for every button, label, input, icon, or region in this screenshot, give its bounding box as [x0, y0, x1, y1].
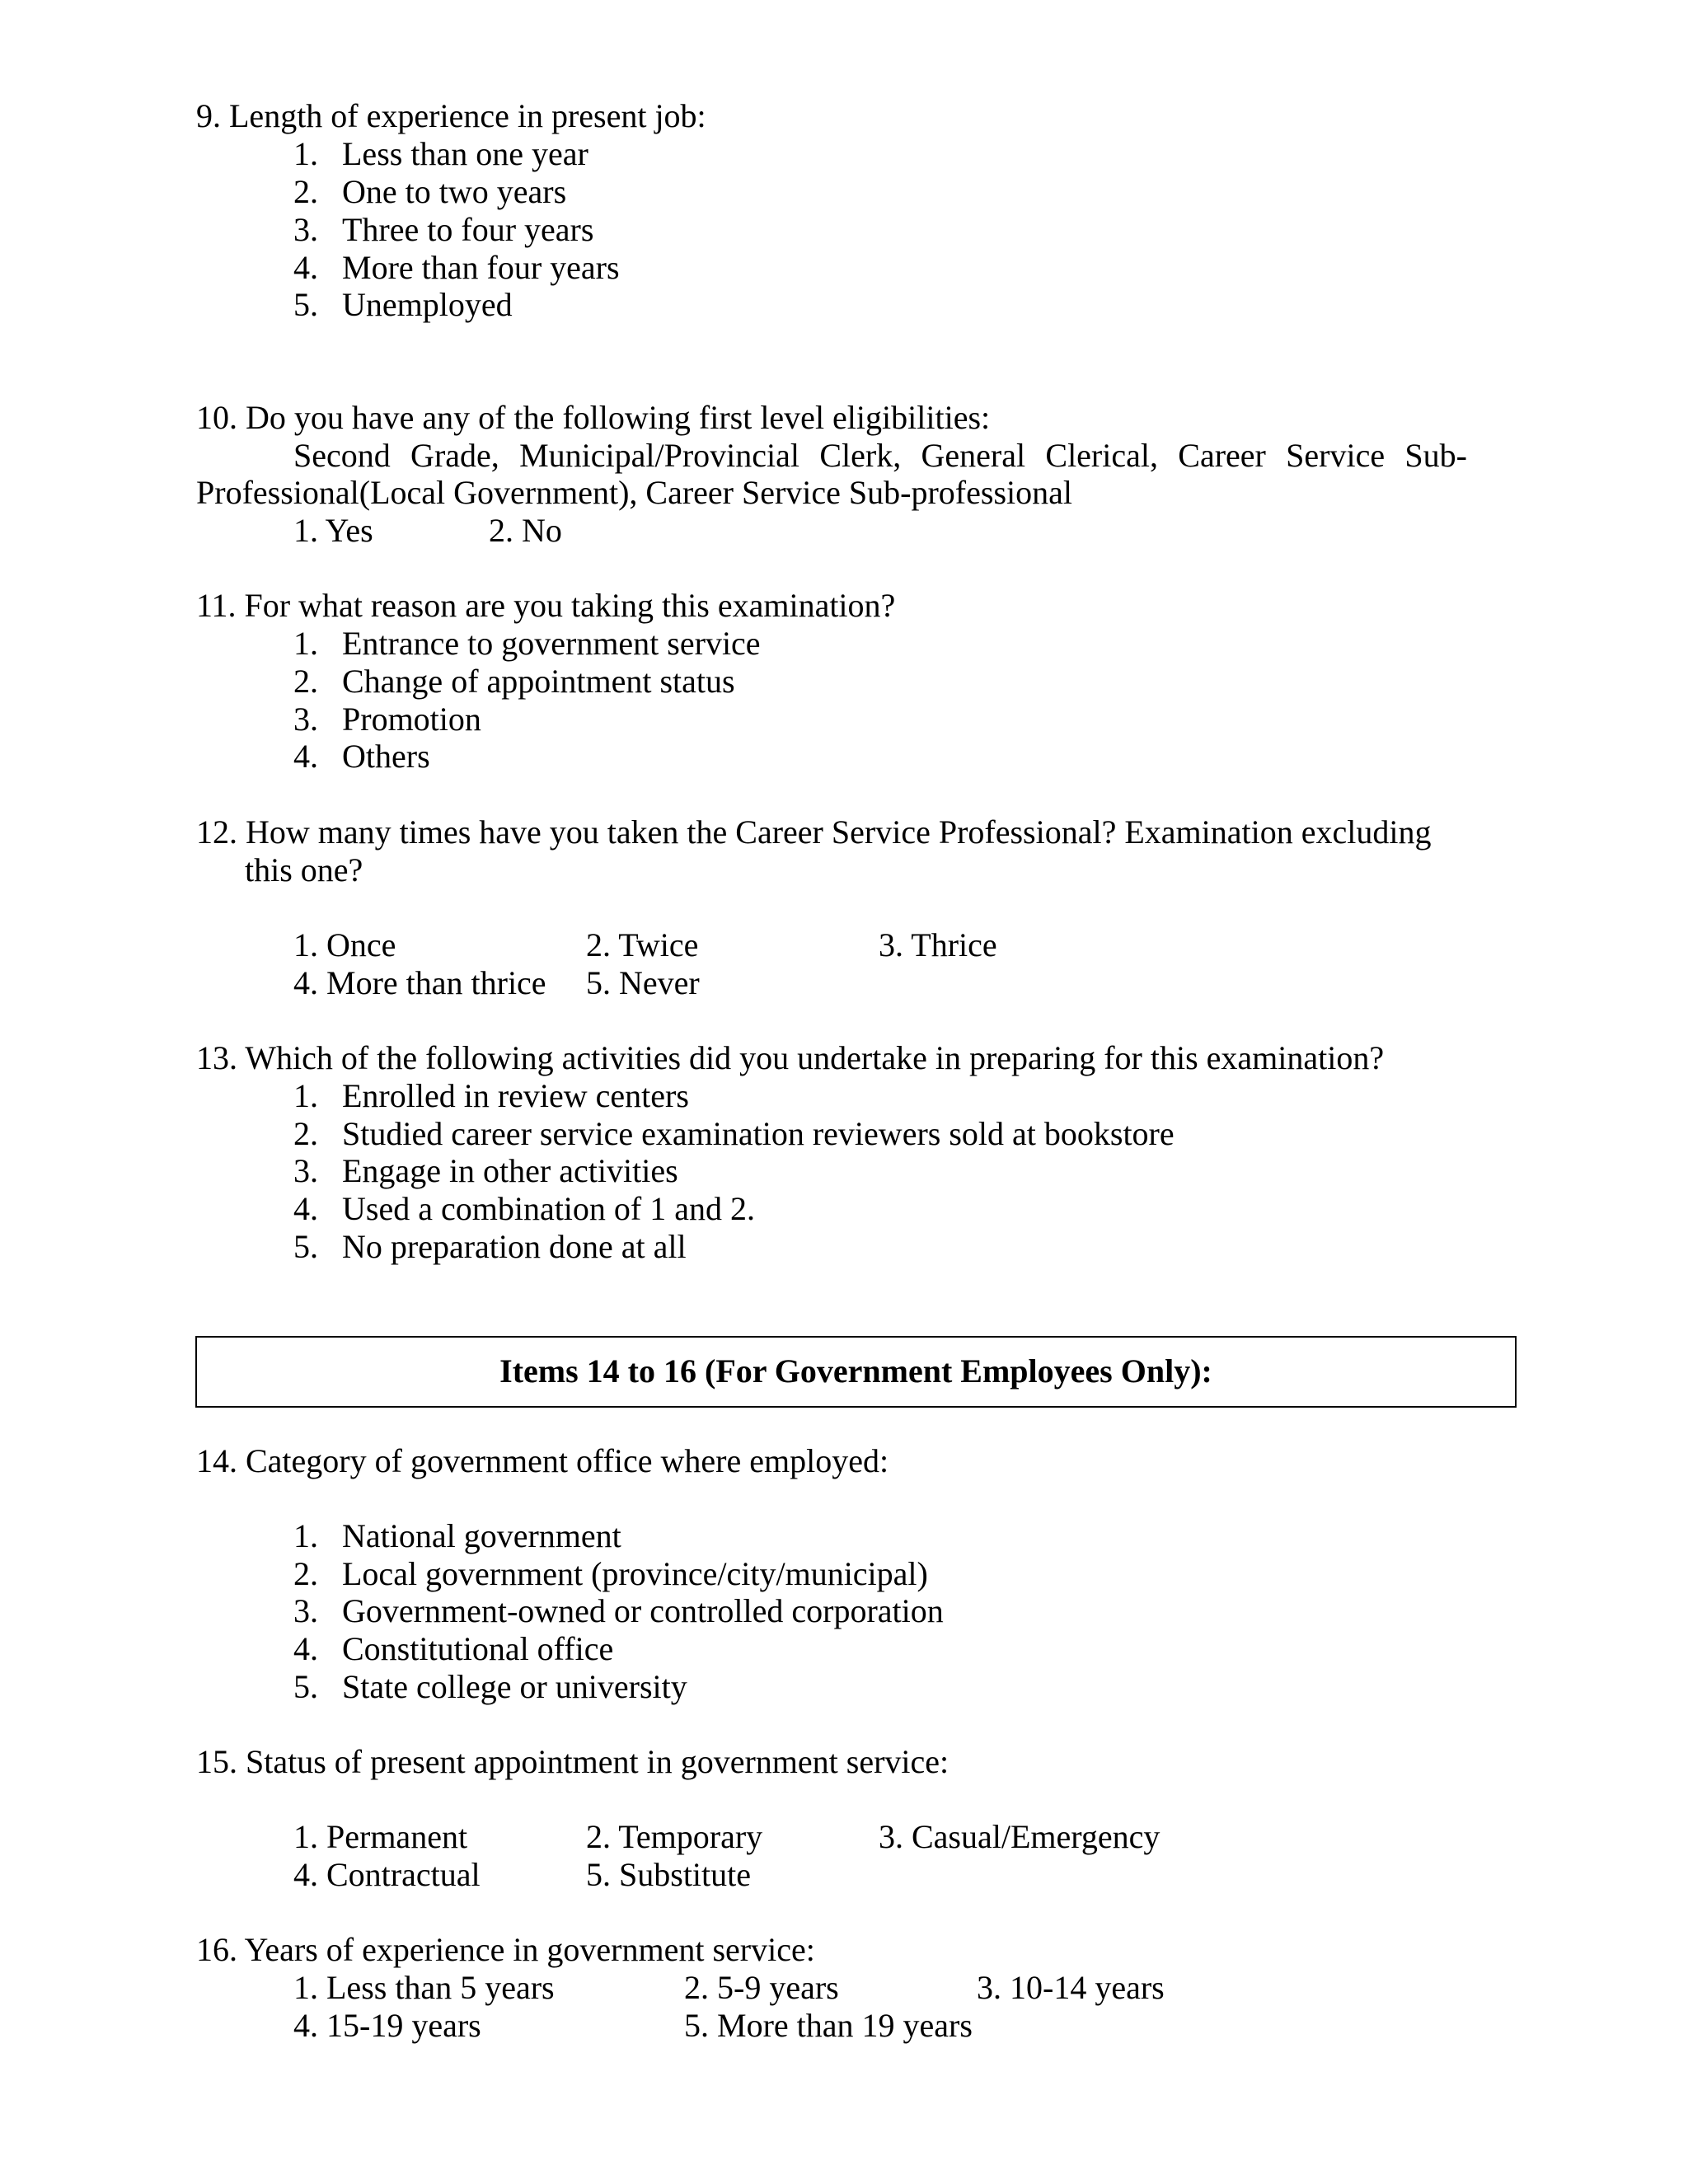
q12-option-once: 1. Once: [293, 926, 396, 963]
q16-question: 16. Years of experience in government service:: [196, 1931, 815, 1968]
q11-option-2-number: 2.: [293, 663, 318, 700]
q16-option-5-9: 2. 5-9 years: [684, 1969, 839, 2006]
q16-option-less-than-5: 1. Less than 5 years: [293, 1969, 555, 2006]
q14-option-5-number: 5.: [293, 1668, 318, 1705]
q14-option-4: Constitutional office: [342, 1630, 614, 1667]
q11-option-3: Promotion: [342, 701, 481, 738]
q13-option-1-number: 1.: [293, 1077, 318, 1114]
q11-option-1-number: 1.: [293, 625, 318, 662]
q9-option-5-number: 5.: [293, 286, 318, 323]
q14-option-5: State college or university: [342, 1668, 687, 1705]
section-header-box: [195, 1336, 1517, 1408]
q15-option-permanent: 1. Permanent: [293, 1818, 468, 1855]
q10-question: 10. Do you have any of the following first level eligibilities:: [196, 399, 991, 436]
q9-option-2-number: 2.: [293, 173, 318, 210]
q11-question: 11. For what reason are you taking this examination?: [196, 587, 896, 624]
q15-option-casual-emergency: 3. Casual/Emergency: [879, 1818, 1160, 1855]
q11-option-4-number: 4.: [293, 738, 318, 775]
q12-option-never: 5. Never: [586, 964, 700, 1001]
q13-option-4-number: 4.: [293, 1190, 318, 1227]
q12-question-line1: 12. How many times have you taken the Career Service Professional? Examination excluding: [196, 813, 1432, 851]
q11-option-3-number: 3.: [293, 701, 318, 738]
q15-option-substitute: 5. Substitute: [586, 1856, 752, 1893]
q15-option-temporary: 2. Temporary: [586, 1818, 763, 1855]
q14-option-3: Government-owned or controlled corporation: [342, 1592, 944, 1629]
q15-option-contractual: 4. Contractual: [293, 1856, 481, 1893]
q9-option-3-number: 3.: [293, 211, 318, 248]
q14-option-2: Local government (province/city/municipal): [342, 1555, 928, 1592]
q15-question: 15. Status of present appointment in government service:: [196, 1743, 950, 1780]
q14-question: 14. Category of government office where employed:: [196, 1442, 889, 1479]
q13-question: 13. Which of the following activities did you undertake in preparing for this examination?: [196, 1039, 1385, 1076]
q13-option-1: Enrolled in review centers: [342, 1077, 689, 1114]
q9-question: 9. Length of experience in present job:: [196, 97, 706, 134]
q11-option-1: Entrance to government service: [342, 625, 761, 662]
q9-option-4-number: 4.: [293, 249, 318, 286]
q9-option-1: Less than one year: [342, 135, 588, 172]
q14-option-2-number: 2.: [293, 1555, 318, 1592]
q9-option-4: More than four years: [342, 249, 620, 286]
q13-option-2: Studied career service examination reviewers sold at bookstore: [342, 1115, 1175, 1152]
q14-option-1-number: 1.: [293, 1517, 318, 1554]
q16-option-more-than-19: 5. More than 19 years: [684, 2007, 973, 2044]
q14-option-4-number: 4.: [293, 1630, 318, 1667]
q13-option-3: Engage in other activities: [342, 1152, 678, 1189]
q9-option-3: Three to four years: [342, 211, 594, 248]
q9-option-1-number: 1.: [293, 135, 318, 172]
q16-option-10-14: 3. 10-14 years: [977, 1969, 1165, 2006]
q12-option-twice: 2. Twice: [586, 926, 699, 963]
q10-option-yes: 1. Yes: [293, 512, 373, 549]
q14-option-3-number: 3.: [293, 1592, 318, 1629]
q12-option-thrice: 3. Thrice: [879, 926, 997, 963]
q13-option-2-number: 2.: [293, 1115, 318, 1152]
section-header-title: Items 14 to 16 (For Government Employees Only):: [499, 1352, 1212, 1390]
q13-option-4: Used a combination of 1 and 2.: [342, 1190, 755, 1227]
q13-option-5: No preparation done at all: [342, 1228, 687, 1265]
q11-option-2: Change of appointment status: [342, 663, 735, 700]
q10-eligibilities-line2: Professional(Local Government), Career Service Sub-professional: [196, 474, 1072, 511]
q11-option-4: Others: [342, 738, 430, 775]
q12-option-more-than-thrice: 4. More than thrice: [293, 964, 546, 1001]
q9-option-2: One to two years: [342, 173, 567, 210]
q14-option-1: National government: [342, 1517, 621, 1554]
q12-question-line2: this one?: [245, 851, 363, 888]
q13-option-5-number: 5.: [293, 1228, 318, 1265]
q9-option-5: Unemployed: [342, 286, 513, 323]
q10-option-no: 2. No: [489, 512, 562, 549]
q10-eligibilities-line1: Second Grade, Municipal/Provincial Clerk, General Clerical, Career Service Sub-: [293, 437, 1467, 474]
q13-option-3-number: 3.: [293, 1152, 318, 1189]
q16-option-15-19: 4. 15-19 years: [293, 2007, 481, 2044]
